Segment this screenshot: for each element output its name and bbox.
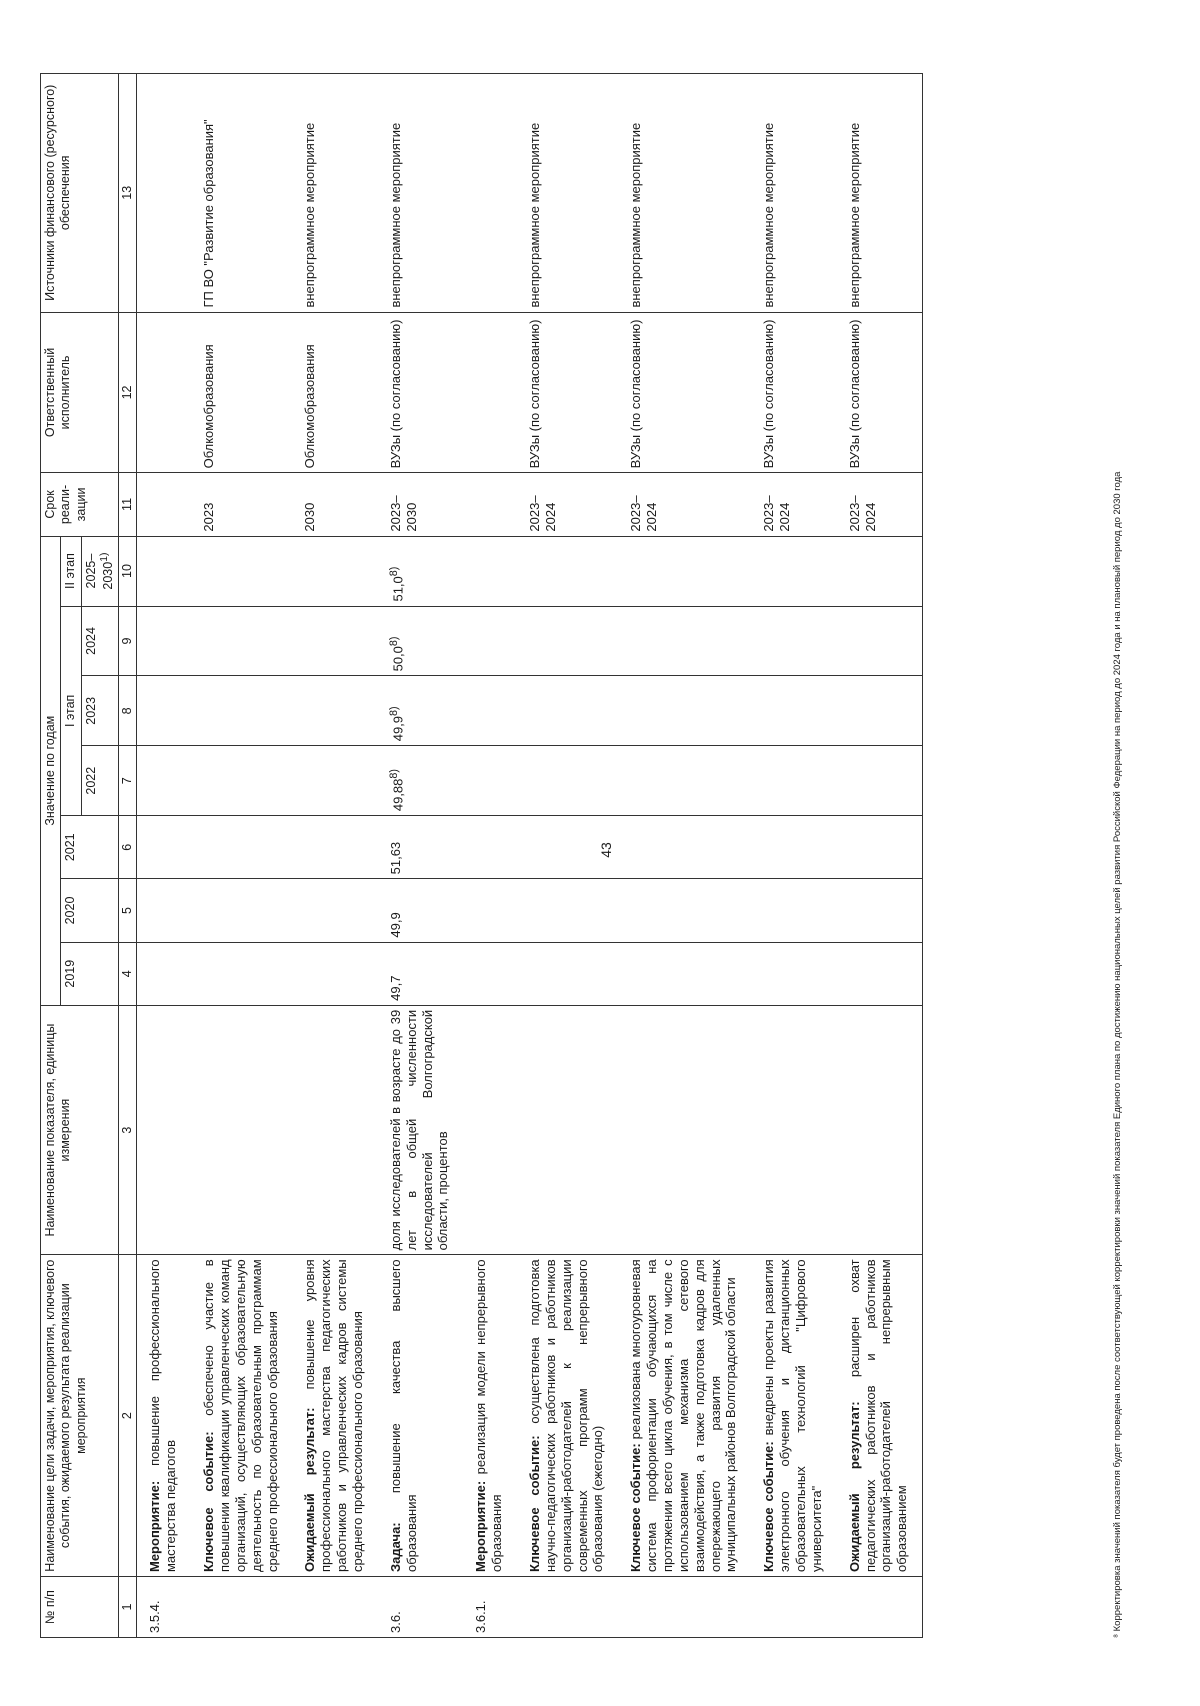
row-term: 2023–2024 bbox=[751, 473, 836, 536]
value-2019 bbox=[463, 942, 517, 1005]
row-label: Ожидаемый результат: bbox=[846, 1401, 862, 1572]
value-2022-text: 49,88 bbox=[390, 778, 406, 812]
header-year-2020: 2020 bbox=[61, 879, 119, 942]
value-2019 bbox=[751, 942, 836, 1005]
value-2021 bbox=[837, 816, 923, 879]
row-text: повышение уровня профессионального мастерства педагогических работников и управленческих кадров системы среднего профессионального образования bbox=[302, 1259, 365, 1572]
value-2022 bbox=[618, 746, 751, 816]
row-text: реализация модели непрерывного образования bbox=[473, 1259, 505, 1572]
value-2023 bbox=[517, 676, 618, 746]
value-2022 bbox=[137, 746, 191, 816]
column-number: 4 bbox=[119, 942, 137, 1005]
table-body bbox=[137, 74, 923, 1638]
header-executor: Ответственный исполнитель bbox=[41, 312, 119, 473]
value-2020 bbox=[751, 879, 836, 942]
value-2024 bbox=[618, 606, 751, 676]
row-number: 3.5.4. bbox=[137, 1577, 191, 1638]
table-row bbox=[751, 74, 836, 1638]
header-year-2023: 2023 bbox=[81, 676, 119, 746]
header-year-2024: 2024 bbox=[81, 606, 119, 676]
row-executor: Облкомобразования bbox=[292, 312, 377, 473]
row-term: 2030 bbox=[292, 473, 377, 536]
value-2019 bbox=[137, 942, 191, 1005]
table-row bbox=[191, 74, 292, 1638]
table-row bbox=[463, 74, 517, 1638]
value-2024 bbox=[517, 606, 618, 676]
row-label: Задача: bbox=[387, 1522, 403, 1572]
header-footnote-mark: 1) bbox=[98, 552, 110, 562]
value-2023 bbox=[137, 676, 191, 746]
value-2025-2030 bbox=[837, 536, 923, 606]
header-goal-task: Наименование цели задачи, мероприятия, ключевого события, ожидаемого результата реализации мероприятия bbox=[41, 1255, 119, 1577]
column-number: 11 bbox=[119, 473, 137, 536]
value-2020 bbox=[618, 879, 751, 942]
row-description bbox=[618, 1255, 751, 1577]
row-number bbox=[517, 1577, 618, 1638]
table-header bbox=[41, 74, 137, 1638]
row-label: Мероприятие: bbox=[473, 1480, 489, 1572]
row-term bbox=[137, 473, 191, 536]
header-year-2025-2030 bbox=[81, 536, 119, 606]
column-number: 13 bbox=[119, 74, 137, 313]
column-number: 6 bbox=[119, 816, 137, 879]
rotated-page bbox=[40, 73, 1123, 1638]
value-2023 bbox=[292, 676, 377, 746]
row-text: реализована многоуровневая система профориентации обучающихся на протяжении всего цикла обучения, в том числе с использованием механизма сетевого взаимодействия, а также подготовка кадров для опережающего развития удаленных муниципальных районов Волгоградской области bbox=[628, 1259, 739, 1572]
value-2020 bbox=[463, 879, 517, 942]
value-2020 bbox=[837, 879, 923, 942]
value-2022 bbox=[517, 746, 618, 816]
row-source bbox=[137, 74, 191, 313]
value-2025-2030 bbox=[618, 536, 751, 606]
value-2024 bbox=[292, 606, 377, 676]
value-2024 bbox=[751, 606, 836, 676]
value-2024 bbox=[191, 606, 292, 676]
value-2025-2030 bbox=[137, 536, 191, 606]
value-2021 bbox=[751, 816, 836, 879]
value-2020 bbox=[191, 879, 292, 942]
row-description bbox=[837, 1255, 923, 1577]
row-term: 2023–2024 bbox=[837, 473, 923, 536]
value-footnote-mark: 8) bbox=[387, 706, 400, 716]
value-2022 bbox=[378, 746, 463, 816]
row-executor: ВУЗы (по согласованию) bbox=[618, 312, 751, 473]
value-2025-2030-text: 51,0 bbox=[390, 576, 406, 602]
row-source: внепрограммное мероприятие bbox=[751, 74, 836, 313]
value-footnote-mark: 8) bbox=[387, 566, 400, 577]
row-text: осуществлена подготовка научно-педагогических работников и работников организаций-работодателей к реализации современных программ непрерывного образования (ежегодно) bbox=[527, 1259, 606, 1572]
value-footnote-mark: 8) bbox=[387, 636, 400, 647]
row-indicator bbox=[137, 1005, 191, 1255]
column-number: 2 bbox=[119, 1255, 137, 1577]
value-2022 bbox=[751, 746, 836, 816]
value-2019: 49,7 bbox=[378, 942, 463, 1005]
value-2020 bbox=[292, 879, 377, 942]
header-year-2022: 2022 bbox=[81, 746, 119, 816]
value-2025-2030 bbox=[378, 536, 463, 606]
row-indicator bbox=[292, 1005, 377, 1255]
row-source: ГП ВО "Развитие образования" bbox=[191, 74, 292, 313]
row-source: внепрограммное мероприятие bbox=[292, 74, 377, 313]
table-row bbox=[378, 74, 463, 1638]
row-term: 2023–2024 bbox=[618, 473, 751, 536]
value-2020 bbox=[137, 879, 191, 942]
column-number: 5 bbox=[119, 879, 137, 942]
value-2019 bbox=[618, 942, 751, 1005]
value-2021 bbox=[191, 816, 292, 879]
value-2023 bbox=[618, 676, 751, 746]
value-2022 bbox=[463, 746, 517, 816]
value-2025-2030 bbox=[751, 536, 836, 606]
row-number: 3.6.1. bbox=[463, 1577, 517, 1638]
row-label: Ключевое событие: bbox=[527, 1435, 543, 1572]
row-description bbox=[292, 1255, 377, 1577]
row-executor: ВУЗы (по согласованию) bbox=[837, 312, 923, 473]
value-2021 bbox=[463, 816, 517, 879]
header-year-2025-2030-text: 2025–2030 bbox=[83, 553, 115, 590]
row-number bbox=[292, 1577, 377, 1638]
row-label: Ожидаемый результат: bbox=[302, 1407, 318, 1572]
column-number: 3 bbox=[119, 1005, 137, 1255]
row-term: 2023–2024 bbox=[517, 473, 618, 536]
value-2025-2030 bbox=[191, 536, 292, 606]
value-2019 bbox=[191, 942, 292, 1005]
row-text: внедрены проекты развития электронного обучения и дистанционных образовательных технологий "Цифрового университета" bbox=[761, 1259, 824, 1572]
row-term bbox=[463, 473, 517, 536]
value-2020 bbox=[517, 879, 618, 942]
row-label: Ключевое событие: bbox=[628, 1443, 644, 1572]
header-number: № п/п bbox=[41, 1577, 119, 1638]
row-source: внепрограммное мероприятие bbox=[378, 74, 463, 313]
row-text: повышение профессионального мастерства педагогов bbox=[147, 1259, 179, 1572]
row-number bbox=[837, 1577, 923, 1638]
header-stage-2: II этап bbox=[61, 536, 81, 606]
value-2019 bbox=[292, 942, 377, 1005]
row-description bbox=[517, 1255, 618, 1577]
header-year-2019: 2019 bbox=[61, 942, 119, 1005]
row-source: внепрограммное мероприятие bbox=[837, 74, 923, 313]
row-number bbox=[618, 1577, 751, 1638]
value-2023 bbox=[751, 676, 836, 746]
row-executor: ВУЗы (по согласованию) bbox=[378, 312, 463, 473]
value-2022 bbox=[191, 746, 292, 816]
column-number: 1 bbox=[119, 1577, 137, 1638]
value-2022 bbox=[292, 746, 377, 816]
value-footnote-mark: 8) bbox=[387, 768, 400, 779]
column-number: 8 bbox=[119, 676, 137, 746]
row-executor: Облкомобразования bbox=[191, 312, 292, 473]
row-number: 3.6. bbox=[378, 1577, 463, 1638]
row-description bbox=[751, 1255, 836, 1577]
value-2021 bbox=[517, 816, 618, 879]
value-2019 bbox=[837, 942, 923, 1005]
row-label: Ключевое событие: bbox=[201, 1431, 217, 1572]
row-description bbox=[463, 1255, 517, 1577]
column-number: 10 bbox=[119, 536, 137, 606]
value-2021 bbox=[292, 816, 377, 879]
row-number bbox=[191, 1577, 292, 1638]
row-source: внепрограммное мероприятие bbox=[618, 74, 751, 313]
table-row bbox=[292, 74, 377, 1638]
value-2023 bbox=[463, 676, 517, 746]
value-2025-2030 bbox=[292, 536, 377, 606]
value-2021 bbox=[618, 816, 751, 879]
row-term: 2023–2030 bbox=[378, 473, 463, 536]
row-source: внепрограммное мероприятие bbox=[517, 74, 618, 313]
row-executor bbox=[463, 312, 517, 473]
row-indicator bbox=[191, 1005, 292, 1255]
row-indicator bbox=[618, 1005, 751, 1255]
header-year-2021: 2021 bbox=[61, 816, 119, 879]
table-row bbox=[837, 74, 923, 1638]
row-indicator bbox=[463, 1005, 517, 1255]
value-2024 bbox=[837, 606, 923, 676]
value-2023-text: 49,9 bbox=[390, 715, 406, 742]
header-values-by-year: Значение по годам bbox=[41, 536, 61, 1005]
table-row bbox=[517, 74, 618, 1638]
footnote: ⁸ Корректировка значений показателя будет проведена после соответствующей корректировки значений показателя Единого плана по достижению национальных целей развития Российской Федерации на период до 2024 года и на плановый период до 2030 года bbox=[1112, 471, 1123, 1638]
column-number: 9 bbox=[119, 606, 137, 676]
header-indicator: Наименование показателя, единицы измерения bbox=[41, 1005, 119, 1255]
value-2025-2030 bbox=[517, 536, 618, 606]
row-number bbox=[751, 1577, 836, 1638]
row-label: Мероприятие: bbox=[147, 1480, 163, 1572]
value-2023 bbox=[837, 676, 923, 746]
row-description bbox=[137, 1255, 191, 1577]
value-2024 bbox=[378, 606, 463, 676]
row-indicator bbox=[837, 1005, 923, 1255]
table-row bbox=[618, 74, 751, 1638]
indicators-table bbox=[40, 73, 923, 1638]
header-term: Срок реали-зации bbox=[41, 473, 119, 536]
value-2021 bbox=[137, 816, 191, 879]
header-stage-1: I этап bbox=[61, 606, 81, 816]
column-number: 7 bbox=[119, 746, 137, 816]
table-row bbox=[137, 74, 191, 1638]
row-indicator bbox=[751, 1005, 836, 1255]
value-2021: 51,63 bbox=[378, 816, 463, 879]
row-description bbox=[378, 1255, 463, 1577]
row-description bbox=[191, 1255, 292, 1577]
row-term: 2023 bbox=[191, 473, 292, 536]
row-indicator: доля исследователей в возрасте до 39 лет в общей численности исследователей Волгоградской области, процентов bbox=[378, 1005, 463, 1255]
row-label: Ключевое событие: bbox=[761, 1441, 777, 1572]
value-2023 bbox=[191, 676, 292, 746]
column-number: 12 bbox=[119, 312, 137, 473]
value-2025-2030 bbox=[463, 536, 517, 606]
value-2023 bbox=[378, 676, 463, 746]
row-source bbox=[463, 74, 517, 313]
row-text: повышение качества высшего образования bbox=[387, 1259, 419, 1572]
row-indicator bbox=[517, 1005, 618, 1255]
row-text: обеспечено участие в повышении квалификации управленческих команд организаций, осуществляющих образовательную деятельность по образовательным программам среднего профессионального образования bbox=[201, 1259, 280, 1572]
value-2024-text: 50,0 bbox=[390, 646, 406, 672]
row-text: расширен охват педагогических работников и работников организаций-работодателей непрерывным образованием bbox=[846, 1259, 910, 1572]
page-number: 43 bbox=[598, 842, 614, 858]
row-executor: ВУЗы (по согласованию) bbox=[751, 312, 836, 473]
row-executor: ВУЗы (по согласованию) bbox=[517, 312, 618, 473]
value-2024 bbox=[463, 606, 517, 676]
row-executor bbox=[137, 312, 191, 473]
value-2020: 49,9 bbox=[378, 879, 463, 942]
value-2022 bbox=[837, 746, 923, 816]
header-funding-source: Источники финансового (ресурсного) обеспечения bbox=[41, 74, 119, 313]
value-2024 bbox=[137, 606, 191, 676]
value-2019 bbox=[517, 942, 618, 1005]
